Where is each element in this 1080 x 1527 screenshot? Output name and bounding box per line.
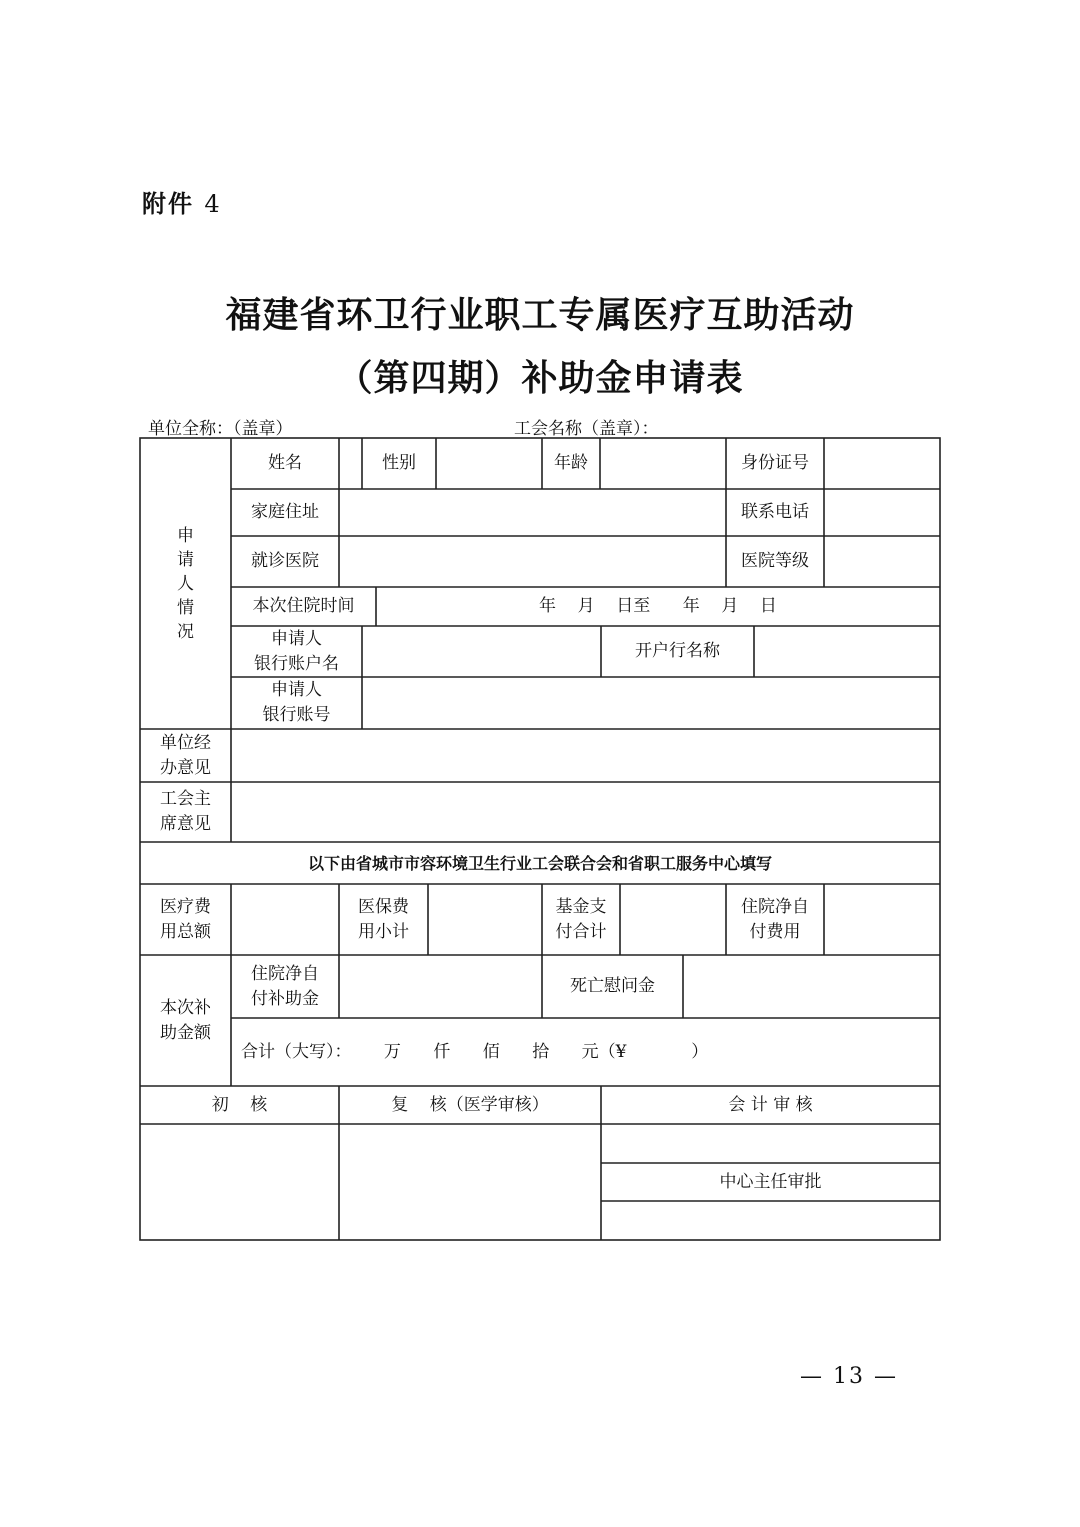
stay-date-range: 年 月 日至 年 月 日 xyxy=(539,596,777,616)
attachment-label: 附件 4 xyxy=(142,189,222,218)
phone-label: 联系电话 xyxy=(741,502,809,522)
age-label: 年龄 xyxy=(554,453,588,473)
unit-name-label: 单位全称：（盖章） xyxy=(148,419,293,439)
union-name-label: 工会名称（盖章）： xyxy=(514,419,659,439)
gender-label: 性别 xyxy=(382,453,416,473)
form-title-line2: （第四期）补助金申请表 xyxy=(336,357,744,399)
name-label: 姓名 xyxy=(268,453,302,473)
total-capital-line: 合计（大写）： 万 仟 佰 拾 元（¥ ） xyxy=(241,1041,709,1062)
re-review-label: 复 核（医学审核） xyxy=(391,1094,549,1115)
hospital-label: 就诊医院 xyxy=(251,551,319,571)
account-name-label: 申请人 银行账户名 xyxy=(254,628,339,674)
fund-total-label: 基金支 付合计 xyxy=(555,896,607,942)
self-pay-label: 住院净自 付费用 xyxy=(741,896,809,942)
account-number-label: 申请人 银行账号 xyxy=(262,680,331,725)
union-opinion-label: 工会主 席意见 xyxy=(160,789,211,834)
initial-review-label: 初 核 xyxy=(211,1094,268,1115)
hospital-level-label: 医院等级 xyxy=(741,551,809,571)
form-title-line1: 福建省环卫行业职工专属医疗互助活动 xyxy=(225,294,855,336)
director-approval-label: 中心主任审批 xyxy=(719,1171,822,1192)
subsidy-amount-label: 本次补 助金额 xyxy=(160,997,211,1043)
accounting-review-label: 会 计 审 核 xyxy=(728,1094,813,1115)
medical-total-label: 医疗费 用总额 xyxy=(160,896,211,942)
death-condolence-label: 死亡慰问金 xyxy=(570,976,655,996)
self-pay-subsidy-label: 住院净自 付补助金 xyxy=(251,963,319,1009)
bank-name-label: 开户行名称 xyxy=(635,641,720,661)
id-number-label: 身份证号 xyxy=(741,453,809,473)
applicant-section-label: 申 请 人 情 况 xyxy=(177,525,194,642)
stay-time-label: 本次住院时间 xyxy=(252,596,355,616)
page-number: — 13 — xyxy=(800,1364,898,1389)
unit-opinion-label: 单位经 办意见 xyxy=(160,732,211,778)
insurance-subtotal-label: 医保费 用小计 xyxy=(358,896,409,942)
home-address-label: 家庭住址 xyxy=(251,502,319,522)
fill-notice: 以下由省城市市容环境卫生行业工会联合会和省职工服务中心填写 xyxy=(307,853,772,873)
